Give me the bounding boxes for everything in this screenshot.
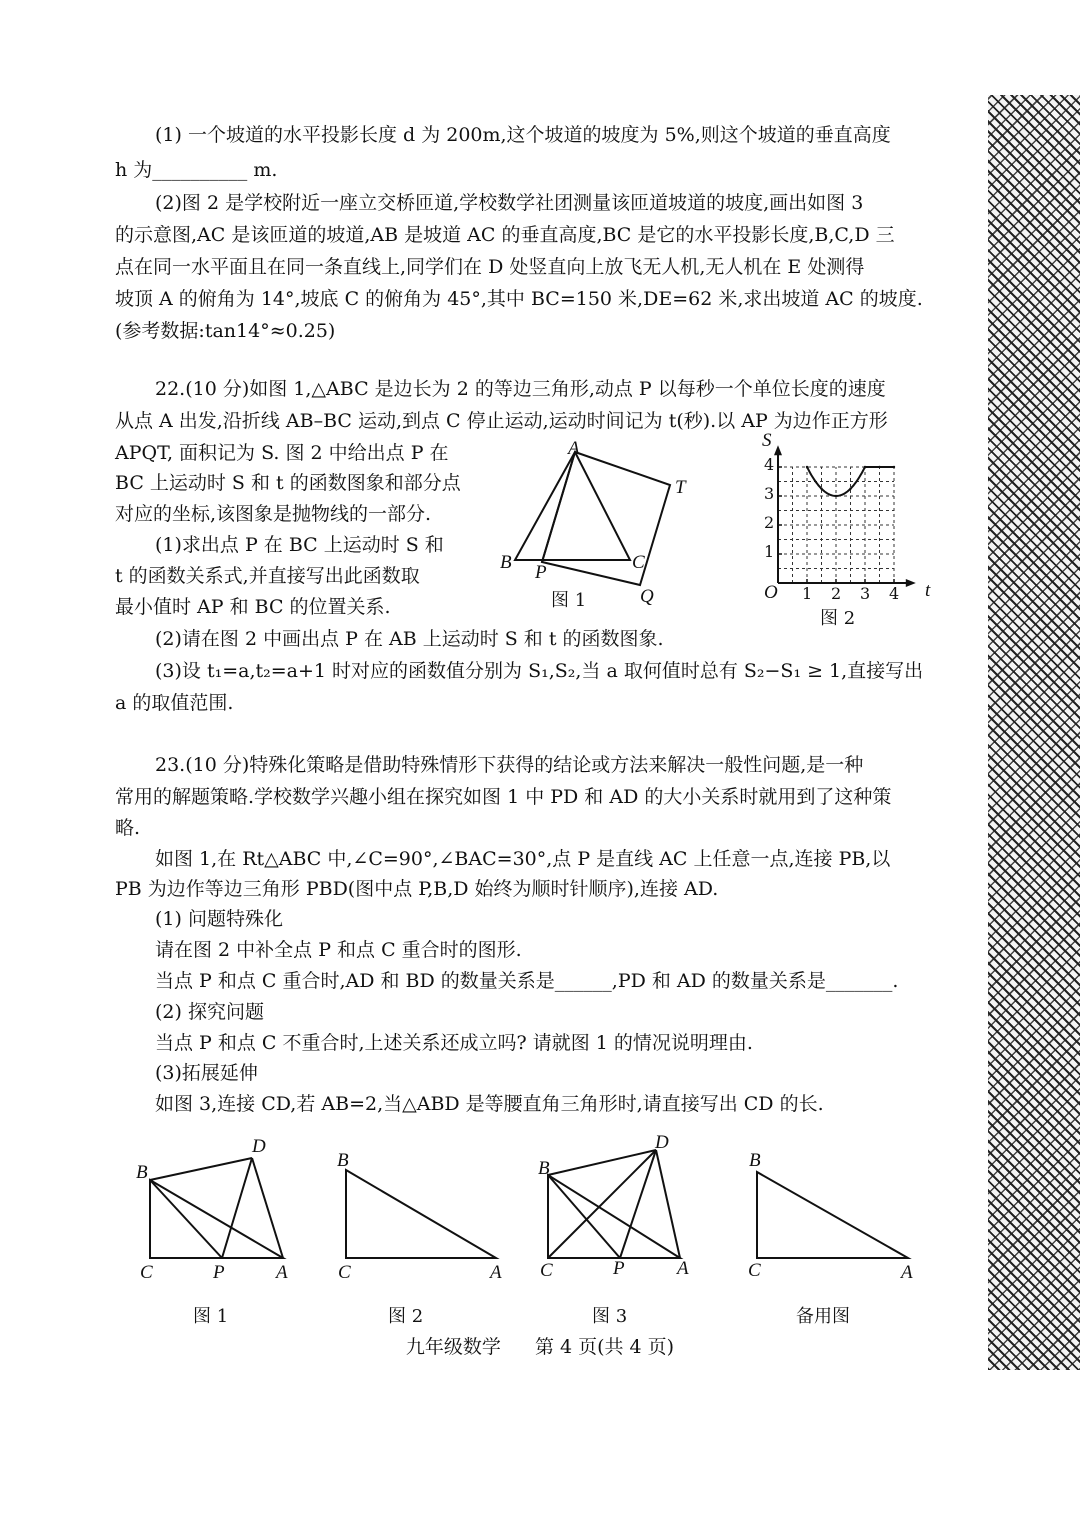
p23-f3-label-d: D	[655, 1132, 669, 1153]
p22-label-b: B	[500, 552, 512, 573]
p23-line5: PB 为边作等边三角形 PBD(图中点 P,B,D 始终为顺时针顺序),连接 AD.	[115, 878, 719, 900]
p22-line6: (1)求出点 P 在 BC 上运动时 S 和	[155, 534, 444, 556]
p22-line1: 22.(10 分)如图 1,△ABC 是边长为 2 的等边三角形,动点 P 以每秒一个单位长度的速度	[155, 378, 886, 400]
p22-y-tick-1: 1	[764, 542, 775, 561]
p23-figure2-triangle	[346, 1170, 496, 1258]
p23-section3-text: 如图 3,连接 CD,若 AB=2,当△ABD 是等腰直角三角形时,请直接写出 CD 的长.	[155, 1093, 824, 1115]
p23-spare-caption: 备用图	[796, 1306, 850, 1327]
p21-part2-line3: 点在同一水平面且在同一条直线上,同学们在 D 处竖直向上放飞无人机,无人机在 E 处测得	[115, 256, 865, 278]
p23-line1: 23.(10 分)特殊化策略是借助特殊情形下获得的结论或方法来解决一般性问题,是一种	[155, 754, 864, 776]
p23-figure3-lines	[548, 1150, 680, 1258]
p23-section1-text1: 请在图 2 中补全点 P 和点 C 重合时的图形.	[155, 939, 522, 961]
p23-f2-label-c: C	[338, 1262, 351, 1283]
p23-f3-label-c: C	[540, 1260, 553, 1281]
p22-y-tick-4: 4	[764, 455, 775, 474]
p22-line8: 最小值时 AP 和 BC 的位置关系.	[115, 596, 391, 618]
p23-section1-text2: 当点 P 和点 C 重合时,AD 和 BD 的数量关系是______,PD 和 AD 的数量关系是_______.	[155, 970, 899, 992]
p22-axis-y-label: S	[762, 430, 772, 451]
p23-fig1-caption: 图 1	[193, 1306, 229, 1327]
p23-f1-label-a: A	[276, 1262, 288, 1283]
p22-line9: (2)请在图 2 中画出点 P 在 AB 上运动时 S 和 t 的函数图象.	[155, 628, 664, 650]
p22-line3: APQT, 面积记为 S. 图 2 中给出点 P 在	[115, 442, 449, 464]
p23-line2: 常用的解题策略.学校数学兴趣小组在探究如图 1 中 PD 和 AD 的大小关系时就用到了这种策	[115, 786, 892, 808]
p23-f3-label-p: P	[613, 1258, 625, 1279]
p23-spare-label-a: A	[901, 1262, 913, 1283]
p22-y-tick-3: 3	[764, 484, 775, 503]
p23-line3: 略.	[115, 817, 141, 839]
p23-section1-title: (1) 问题特殊化	[155, 908, 283, 930]
p21-part2-line5: (参考数据:tan14°≈0.25)	[115, 320, 336, 342]
p21-part1-line1: (1) 一个坡道的水平投影长度 d 为 200m,这个坡道的坡度为 5%,则这个坡道的垂直高度	[155, 124, 891, 146]
p22-label-c: C	[632, 552, 645, 573]
p23-f3-label-b: B	[538, 1158, 550, 1179]
p22-x-tick-4: 4	[889, 584, 900, 603]
p22-line5: 对应的坐标,该图象是抛物线的一部分.	[115, 503, 432, 525]
p23-figure1-lines	[150, 1158, 283, 1258]
p22-label-a: A	[568, 438, 580, 459]
p21-part1-line2: h 为__________ m.	[115, 159, 278, 181]
p22-line10: (3)设 t₁=a,t₂=a+1 时对应的函数值分别为 S₁,S₂,当 a 取何值时总有 S₂−S₁ ≥ 1,直接写出	[155, 660, 924, 682]
p23-f1-label-d: D	[252, 1136, 266, 1157]
p22-line11: a 的取值范围.	[115, 692, 234, 714]
p22-line4: BC 上运动时 S 和 t 的函数图象和部分点	[115, 472, 461, 494]
p22-line2: 从点 A 出发,沿折线 AB–BC 运动,到点 C 停止运动,运动时间记为 t(秒).以 AP 为边作正方形	[115, 410, 888, 432]
p23-spare-label-c: C	[748, 1260, 761, 1281]
p23-f3-label-a: A	[677, 1258, 689, 1279]
p22-fig2-caption: 图 2	[820, 608, 856, 629]
page-footer	[0, 1332, 1080, 1359]
p23-fig2-caption: 图 2	[388, 1306, 424, 1327]
p23-f1-label-c: C	[140, 1262, 153, 1283]
p23-section2-title: (2) 探究问题	[155, 1001, 264, 1023]
p22-axis-x-label: t	[925, 580, 931, 601]
p22-label-t: T	[675, 477, 686, 498]
p23-line4: 如图 1,在 Rt△ABC 中,∠C=90°,∠BAC=30°,点 P 是直线 AC 上任意一点,连接 PB,以	[155, 848, 891, 870]
p23-spare-label-b: B	[749, 1150, 761, 1171]
p22-line7: t 的函数关系式,并直接写出此函数取	[115, 565, 420, 587]
p22-x-tick-3: 3	[860, 584, 871, 603]
p21-part2-line4: 坡顶 A 的俯角为 14°,坡底 C 的俯角为 45°,其中 BC=150 米,DE=62 米,求出坡道 AC 的坡度.	[115, 288, 923, 310]
p23-section3-title: (3)拓展延伸	[155, 1062, 258, 1084]
p21-part2-line2: 的示意图,AC 是该匝道的坡道,AB 是坡道 AC 的垂直高度,BC 是它的水平投影长度,B,C,D 三	[115, 224, 895, 246]
p23-f1-label-p: P	[213, 1262, 225, 1283]
p23-section2-text: 当点 P 和点 C 不重合时,上述关系还成立吗? 请就图 1 的情况说明理由.	[155, 1032, 753, 1054]
p23-f2-label-a: A	[490, 1262, 502, 1283]
footer-subject: 九年级数学	[405, 1336, 501, 1358]
p22-origin-label: O	[764, 582, 778, 603]
footer-page-number: 第 4 页(共 4 页)	[534, 1336, 675, 1358]
p23-f2-label-b: B	[337, 1150, 349, 1171]
p22-label-p: P	[535, 562, 547, 583]
p23-f1-label-b: B	[136, 1162, 148, 1183]
p23-fig3-caption: 图 3	[592, 1306, 628, 1327]
p23-spare-triangle	[757, 1172, 908, 1258]
p22-x-tick-1: 1	[802, 584, 813, 603]
p22-y-tick-2: 2	[764, 513, 775, 532]
p22-label-q: Q	[640, 586, 654, 607]
p21-part2-line1: (2)图 2 是学校附近一座立交桥匝道,学校数学社团测量该匝道坡道的坡度,画出如图 3	[155, 192, 864, 214]
p22-fig1-caption: 图 1	[551, 590, 587, 611]
p22-x-tick-2: 2	[831, 584, 842, 603]
